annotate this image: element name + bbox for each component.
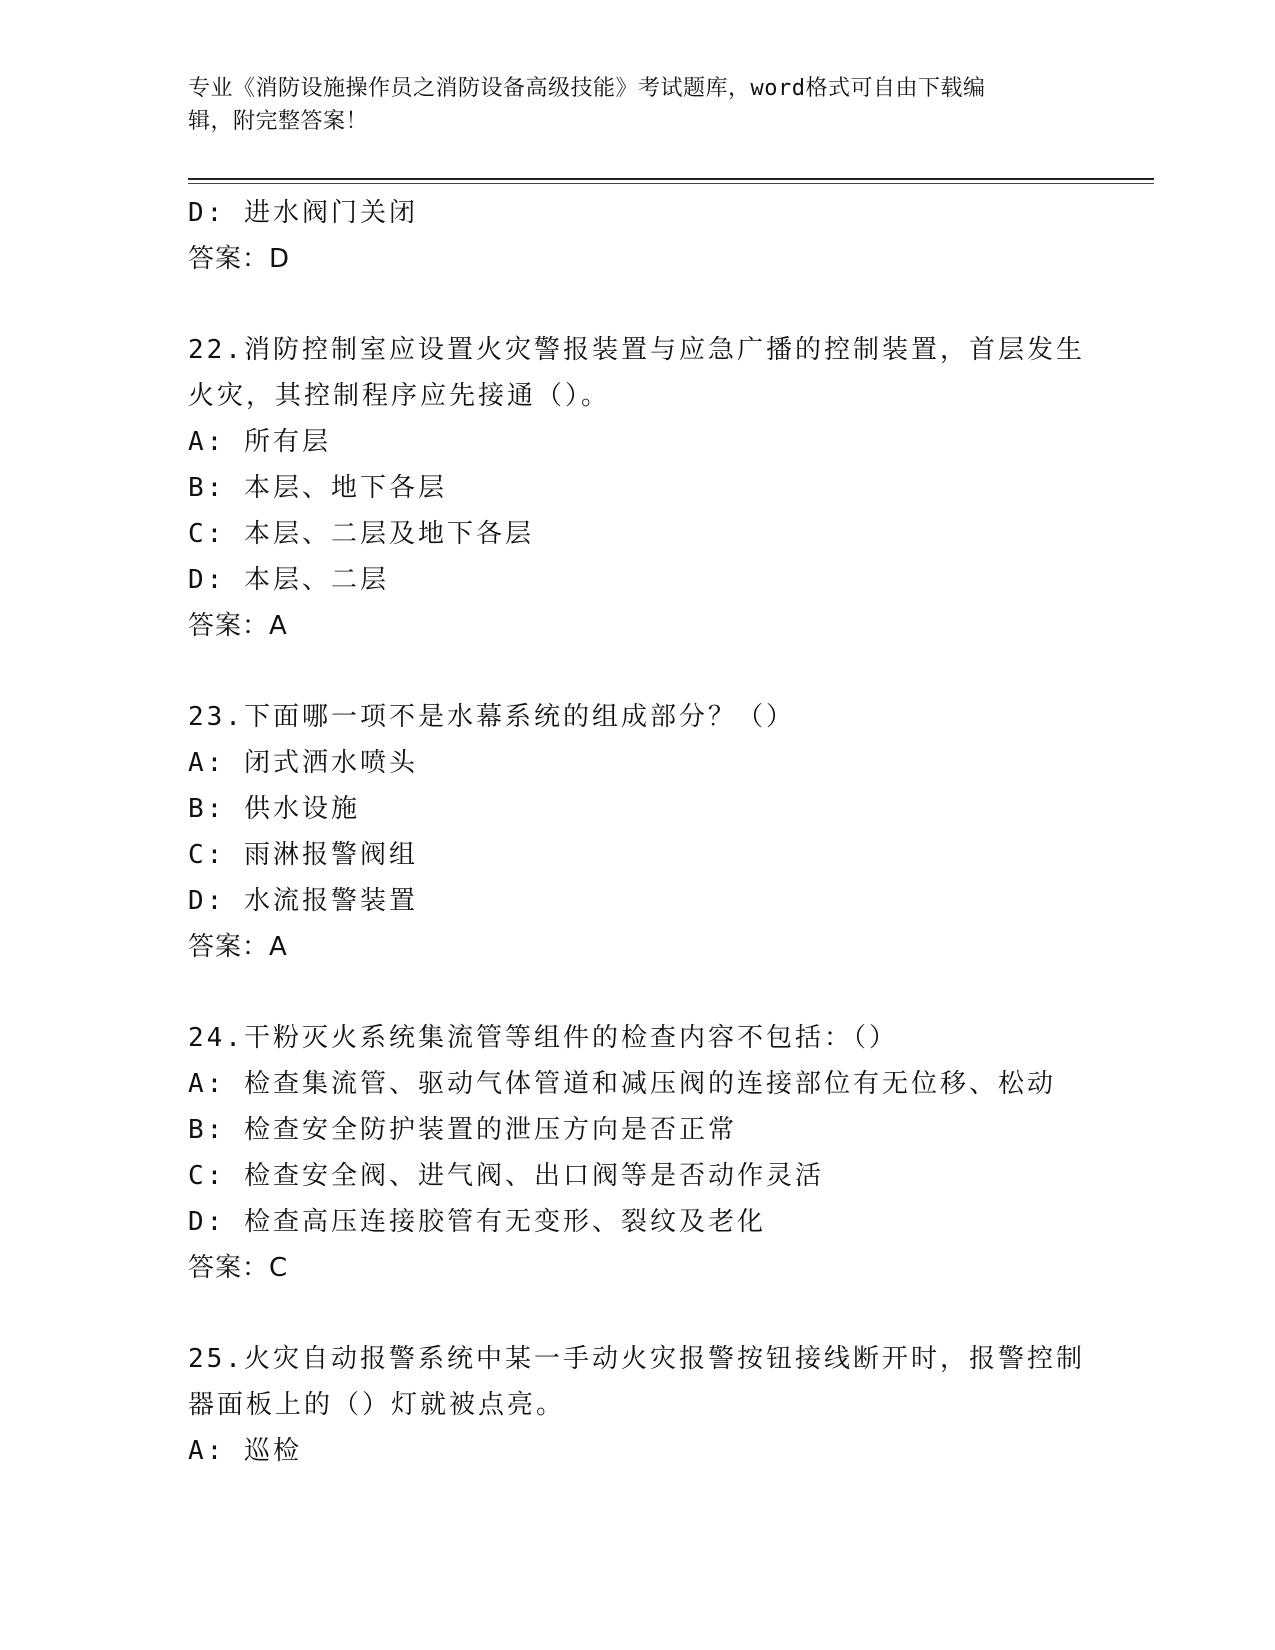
option-a: A: 检查集流管、驱动气体管道和减压阀的连接部位有无位移、松动 <box>188 1069 1056 1099</box>
question-stem-line: 火灾，其控制程序应先接通（）。 <box>188 381 611 411</box>
option-a: A: 所有层 <box>188 427 331 457</box>
option-c: C: 雨淋报警阀组 <box>188 840 418 870</box>
header-line-2: 辑，附完整答案！ <box>188 109 369 134</box>
question-stem-line: 24.干粉灭火系统集流管等组件的检查内容不包括：（） <box>188 1023 898 1053</box>
option-b: B: 供水设施 <box>188 794 360 824</box>
spacer <box>188 970 1088 1015</box>
answer-line: 答案：A <box>188 932 288 962</box>
question-block-24 <box>188 1015 1088 1291</box>
question-stem-line: 25.火灾自动报警系统中某一手动火灾报警按钮接线断开时，报警控制 <box>188 1344 1085 1374</box>
question-block-23 <box>188 694 1088 970</box>
option-c: C: 本层、二层及地下各层 <box>188 519 534 549</box>
option-d: D: 进水阀门关闭 <box>188 198 418 228</box>
question-block-25 <box>188 1336 1088 1474</box>
option-a: A: 闭式洒水喷头 <box>188 748 418 778</box>
answer-line: 答案：D <box>188 244 291 274</box>
question-stem-line: 器面板上的（）灯就被点亮。 <box>188 1390 566 1420</box>
question-stem-line: 23.下面哪一项不是水幕系统的组成部分？（） <box>188 702 795 732</box>
answer-line: 答案：C <box>188 1253 289 1283</box>
header-rule-thin <box>188 183 1154 184</box>
option-b: B: 本层、地下各层 <box>188 473 447 503</box>
header-line-1: 专业《消防设施操作员之消防设备高级技能》考试题库，word格式可自由下载编 <box>188 76 986 101</box>
spacer <box>188 1291 1088 1336</box>
option-d: D: 水流报警装置 <box>188 886 418 916</box>
spacer <box>188 649 1088 694</box>
document-header <box>188 72 1088 138</box>
option-d: D: 本层、二层 <box>188 565 389 595</box>
question-block-21-continued <box>188 190 1088 282</box>
question-list <box>188 190 1088 1474</box>
answer-line: 答案：A <box>188 611 288 641</box>
option-a: A: 巡检 <box>188 1436 302 1466</box>
option-c: C: 检查安全阀、进气阀、出口阀等是否动作灵活 <box>188 1161 824 1191</box>
option-b: B: 检查安全防护装置的泄压方向是否正常 <box>188 1115 737 1145</box>
spacer <box>188 282 1088 327</box>
question-stem-line: 22.消防控制室应设置火灾警报装置与应急广播的控制装置，首层发生 <box>188 335 1085 365</box>
option-d: D: 检查高压连接胶管有无变形、裂纹及老化 <box>188 1207 766 1237</box>
header-rule-thick <box>188 178 1154 180</box>
question-block-22 <box>188 327 1088 649</box>
